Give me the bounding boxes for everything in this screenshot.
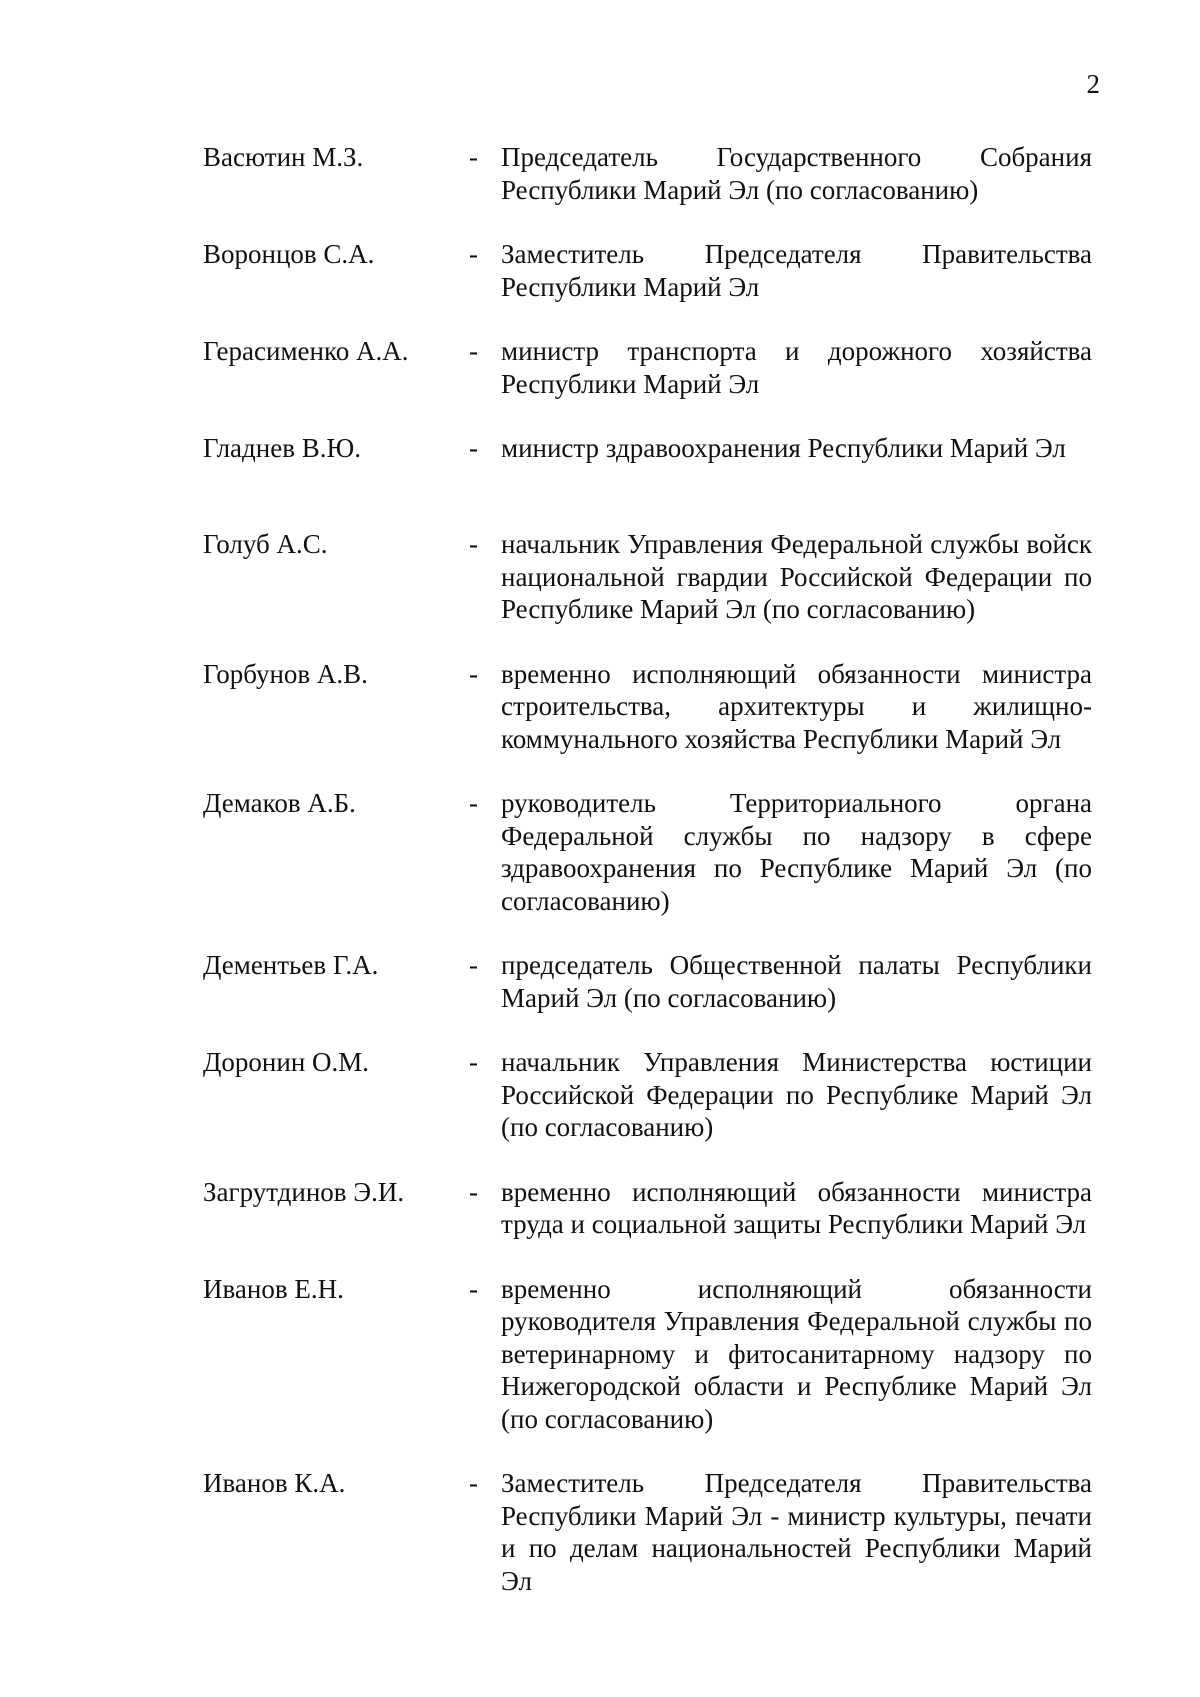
member-name: Иванов К.А. xyxy=(203,1468,346,1498)
list-item xyxy=(0,432,1200,496)
dash-separator: - xyxy=(469,433,478,463)
dash-separator: - xyxy=(469,658,478,689)
dash-separator: - xyxy=(469,788,478,818)
dash-separator: - xyxy=(469,336,478,366)
dash-separator: - xyxy=(469,529,478,559)
member-position: министр транспорта и дорожного хозяйства Республики Марий Эл xyxy=(501,336,1092,399)
dash-separator: - xyxy=(469,1273,478,1304)
member-name: Герасименко А.А. xyxy=(203,336,409,366)
member-name: Дементьев Г.А. xyxy=(203,950,379,980)
dash-separator: - xyxy=(469,1468,478,1498)
member-name: Васютин М.З. xyxy=(203,142,364,172)
list-item xyxy=(0,238,1200,303)
dash-separator: - xyxy=(469,142,478,172)
list-item xyxy=(0,787,1200,917)
member-position: Заместитель Председателя Правительства Республики Марий Эл xyxy=(501,239,1092,302)
list-item xyxy=(0,658,1200,756)
member-name: Загрутдинов Э.И. xyxy=(203,1176,405,1207)
member-position: руководитель Территориального органа Федеральной службы по надзору в сфере здравоохранения по Республике Марий Эл (по согласованию) xyxy=(501,788,1092,916)
dash-separator: - xyxy=(469,950,478,980)
member-position: временно исполняющий обязанности руководителя Управления Федеральной службы по ветеринарному и фитосанитарному надзору по Нижегородской области и Республике Марий Эл (по согласованию) xyxy=(501,1273,1092,1434)
member-list xyxy=(0,141,1200,1629)
member-name: Воронцов С.А. xyxy=(203,239,375,269)
list-item xyxy=(0,949,1200,1014)
dash-separator: - xyxy=(469,239,478,269)
page-number: 2 xyxy=(1086,69,1100,99)
dash-separator: - xyxy=(469,1047,478,1077)
member-position: начальник Управления Министерства юстиции Российской Федерации по Республике Марий Эл (по согласованию) xyxy=(501,1047,1092,1142)
member-name: Доронин О.М. xyxy=(203,1047,370,1077)
dash-separator: - xyxy=(469,1176,478,1207)
member-position: Заместитель Председателя Правительства Республики Марий Эл - министр культуры, печати и по делам национальностей Республики Марий Эл xyxy=(501,1468,1092,1596)
list-item xyxy=(0,1046,1200,1144)
list-item xyxy=(0,141,1200,206)
member-name: Гладнев В.Ю. xyxy=(203,433,361,463)
member-position: начальник Управления Федеральной службы войск национальной гвардии Российской Федерации по Республике Марий Эл (по согласованию) xyxy=(501,529,1092,624)
list-item xyxy=(0,528,1200,626)
member-name: Иванов Е.Н. xyxy=(203,1273,344,1304)
member-position: министр здравоохранения Республики Марий Эл xyxy=(501,433,1066,463)
member-name: Горбунов А.В. xyxy=(203,658,368,689)
member-name: Демаков А.Б. xyxy=(203,788,356,818)
member-position: Председатель Государственного Собрания Республики Марий Эл (по согласованию) xyxy=(501,142,1092,205)
member-position: временно исполняющий обязанности министра строительства, архитектуры и жилищно-коммунального хозяйства Республики Марий Эл xyxy=(501,658,1092,754)
member-position: председатель Общественной палаты Республики Марий Эл (по согласованию) xyxy=(501,950,1092,1013)
member-position: временно исполняющий обязанности министра труда и социальной защиты Республики Марий Эл xyxy=(501,1176,1092,1239)
list-item xyxy=(0,1467,1200,1597)
member-name: Голуб А.С. xyxy=(203,529,328,559)
list-item xyxy=(0,1176,1200,1241)
list-item xyxy=(0,1273,1200,1436)
list-item xyxy=(0,335,1200,400)
